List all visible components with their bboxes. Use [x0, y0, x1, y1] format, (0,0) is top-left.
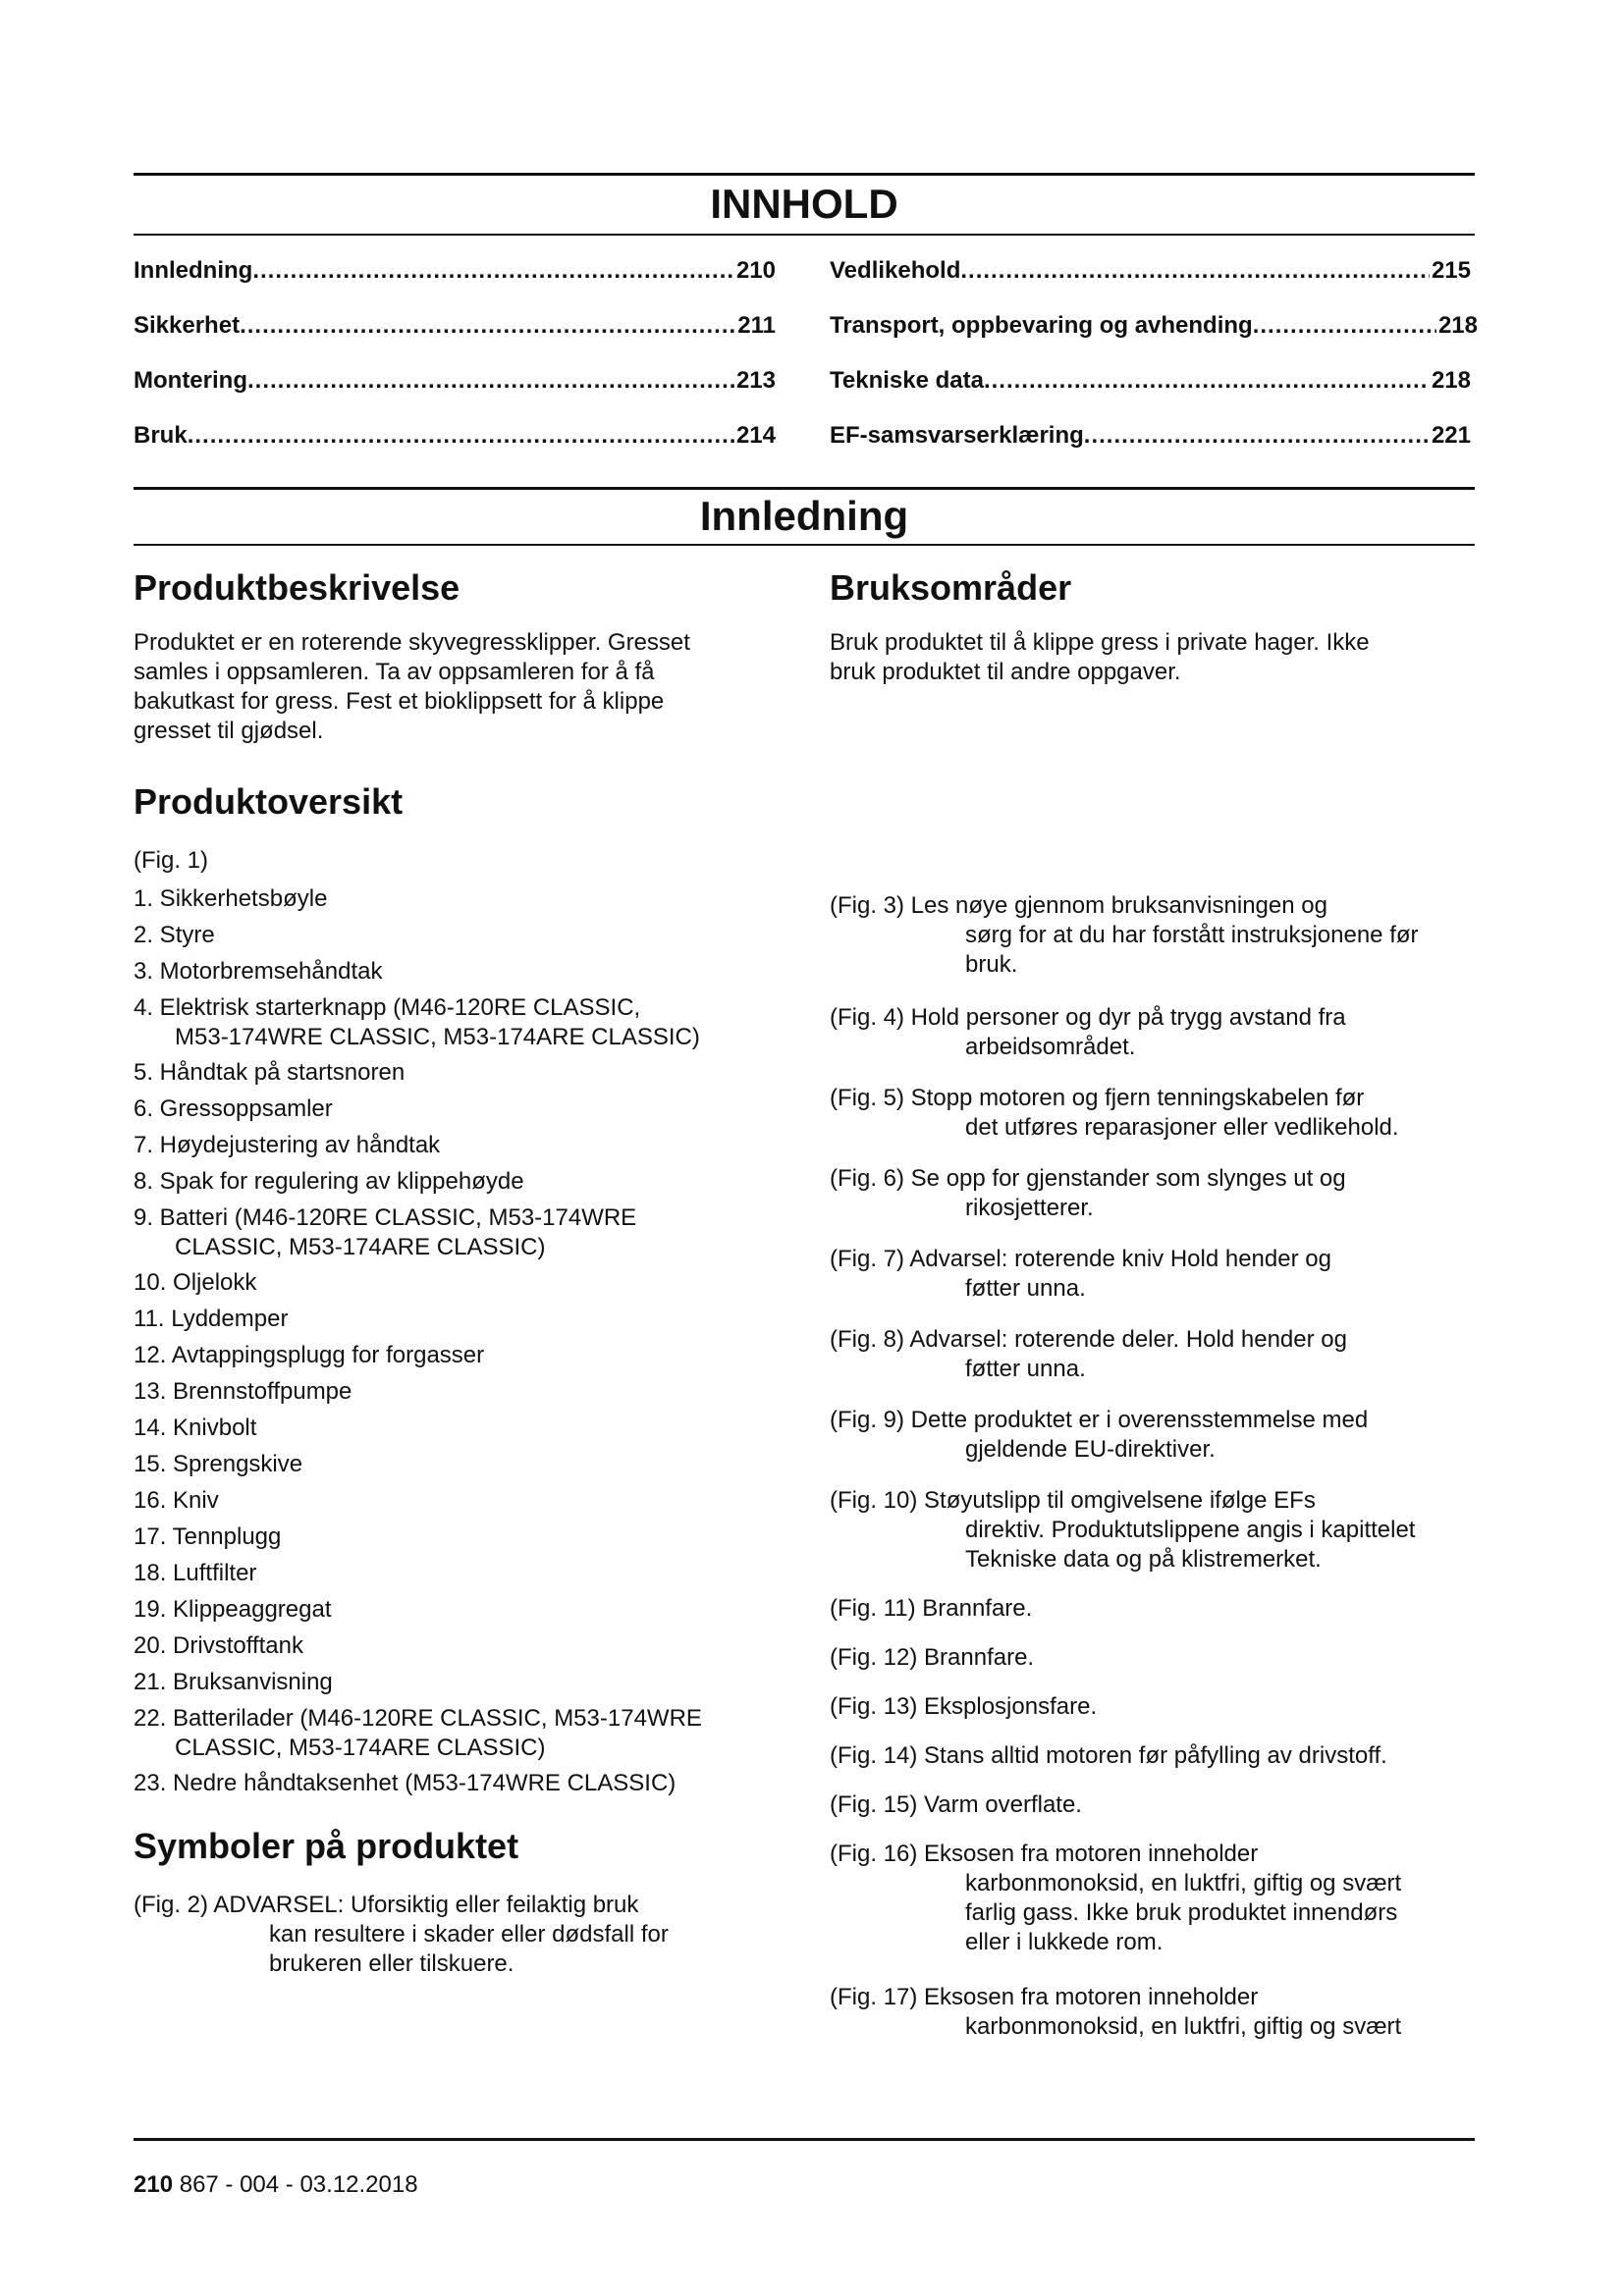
toc-entry-tekniske-data[interactable] [830, 367, 1471, 397]
fig-10-description: (Fig. 10) Støyutslipp til omgivelsene ifølge EFs direktiv. Produktutslippene angis i kapittelet Tekniske data og på klistremerket. [830, 1487, 1416, 1573]
list-item: 18. Luftfilter [134, 1560, 257, 1586]
toc-entry-label: EF-samsvarserklæring [830, 422, 1084, 449]
fig-13-description: (Fig. 13) Eksplosjonsfare. [830, 1693, 1098, 1720]
intro-title-rule [134, 544, 1475, 546]
toc-entry-page: 210 [735, 257, 776, 284]
toc-entry-page: 215 [1431, 257, 1471, 284]
list-item: 4. Elektrisk starterknapp (M46-120RE CLASSIC, M53-174WRE CLASSIC, M53-174ARE CLASSIC) [134, 994, 700, 1050]
toc-entry-label: Innledning [134, 257, 253, 284]
paragraph-produktbeskrivelse: Produktet er en roterende skyvegressklipper. Gresset samles i oppsamleren. Ta av oppsamleren for å få bakutkast for gress. Fest et bioklippsett for å klippe gresset til gjødsel. [134, 629, 690, 744]
toc-entry-label: Bruk [134, 422, 188, 449]
fig-11-description: (Fig. 11) Brannfare. [830, 1595, 1033, 1622]
fig-1-reference: (Fig. 1) [134, 847, 209, 874]
fig-5-description: (Fig. 5) Stopp motoren og fjern tenningskabelen før det utføres reparasjoner eller vedlikehold. [830, 1085, 1399, 1141]
fig-9-description: (Fig. 9) Dette produktet er i overensstemmelse med gjeldende EU-direktiver. [830, 1407, 1369, 1463]
heading-produktoversikt: Produktoversikt [134, 781, 404, 822]
toc-entry-label: Vedlikehold [830, 257, 961, 284]
toc-entry-sikkerhet[interactable] [134, 312, 776, 342]
fig-4-description: (Fig. 4) Hold personer og dyr på trygg avstand fra arbeidsområdet. [830, 1004, 1346, 1060]
fig-16-description: (Fig. 16) Eksosen fra motoren inneholder karbonmonoksid, en luktfri, giftig og svært farlig gass. Ikke bruk produktet innendørs eller i lukkede rom. [830, 1841, 1402, 1955]
fig-8-description: (Fig. 8) Advarsel: roterende deler. Hold hender og føtter unna. [830, 1326, 1347, 1382]
toc-entry-page: 218 [1431, 367, 1471, 394]
list-item: 7. Høydejustering av håndtak [134, 1132, 441, 1158]
page-number: 210 [134, 2171, 174, 2198]
list-item: 17. Tennplugg [134, 1523, 282, 1550]
toc-entry-transport[interactable] [830, 312, 1478, 342]
list-item: 21. Bruksanvisning [134, 1669, 333, 1695]
toc-title: INNHOLD [710, 181, 898, 227]
page-footer [134, 2171, 418, 2199]
toc-entry-montering[interactable] [134, 367, 776, 397]
list-item: 8. Spak for regulering av klippehøyde [134, 1168, 524, 1195]
list-item: 16. Kniv [134, 1487, 219, 1514]
list-item: 20. Drivstofftank [134, 1632, 303, 1659]
heading-produktbeskrivelse: Produktbeskrivelse [134, 567, 460, 608]
fig-3-description: (Fig. 3) Les nøye gjennom bruksanvisningen og sørg for at du har forstått instruksjonene før bruk. [830, 892, 1419, 978]
fig-17-description: (Fig. 17) Eksosen fra motoren inneholder karbonmonoksid, en luktfri, giftig og svært [830, 1984, 1402, 2040]
list-item: 9. Batteri (M46-120RE CLASSIC, M53-174WRE CLASSIC, M53-174ARE CLASSIC) [134, 1204, 637, 1260]
heading-bruksomrader: Bruksområder [830, 567, 1072, 608]
toc-entry-ef-samsvarserklaering[interactable] [830, 422, 1471, 452]
toc-entry-bruk[interactable] [134, 422, 776, 452]
list-item: 14. Knivbolt [134, 1415, 257, 1441]
toc-entry-page: 221 [1431, 422, 1471, 449]
fig-2-description: (Fig. 2) ADVARSEL: Uforsiktig eller feilaktig bruk kan resultere i skader eller dødsfall for brukeren eller tilskuere. [134, 1892, 669, 1977]
list-item: 2. Styre [134, 922, 215, 948]
toc-entry-label: Montering [134, 367, 247, 394]
toc-top-rule [134, 173, 1475, 176]
list-item: 3. Motorbremsehåndtak [134, 958, 383, 985]
list-item: 6. Gressoppsamler [134, 1095, 333, 1122]
document-code: 867 - 004 - 03.12.2018 [173, 2171, 418, 2198]
fig-12-description: (Fig. 12) Brannfare. [830, 1644, 1035, 1671]
toc-entry-vedlikehold[interactable] [830, 257, 1471, 287]
intro-top-rule [134, 487, 1475, 490]
toc-entry-page: 214 [735, 422, 776, 449]
toc-entry-label: Sikkerhet [134, 312, 241, 339]
heading-symboler: Symboler på produktet [134, 1826, 519, 1866]
fig-6-description: (Fig. 6) Se opp for gjenstander som slynges ut og rikosjetterer. [830, 1165, 1346, 1221]
list-item: 23. Nedre håndtaksenhet (M53-174WRE CLASSIC) [134, 1770, 677, 1796]
list-item: 5. Håndtak på startsnoren [134, 1059, 406, 1086]
list-item: 19. Klippeaggregat [134, 1596, 332, 1623]
paragraph-bruksomrader: Bruk produktet til å klippe gress i private hager. Ikke bruk produktet til andre oppgaver. [830, 629, 1370, 685]
list-item: 22. Batterilader (M46-120RE CLASSIC, M53-174WRE CLASSIC, M53-174ARE CLASSIC) [134, 1705, 702, 1761]
fig-14-description: (Fig. 14) Stans alltid motoren før påfylling av drivstoff. [830, 1742, 1387, 1769]
toc-entry-label: Transport, oppbevaring og avhending [830, 312, 1253, 339]
list-item: 12. Avtappingsplugg for forgasser [134, 1342, 485, 1368]
list-item: 13. Brennstoffpumpe [134, 1378, 352, 1405]
intro-title: Innledning [699, 493, 909, 539]
toc-entry-page: 211 [737, 312, 776, 339]
toc-entry-page: 213 [735, 367, 776, 394]
fig-7-description: (Fig. 7) Advarsel: roterende kniv Hold hender og føtter unna. [830, 1246, 1331, 1302]
toc-entry-innledning[interactable] [134, 257, 776, 287]
toc-entry-page: 218 [1437, 312, 1478, 339]
toc-title-rule [134, 234, 1475, 236]
toc-entry-label: Tekniske data [830, 367, 984, 394]
fig-15-description: (Fig. 15) Varm overflate. [830, 1791, 1082, 1818]
list-item: 10. Oljelokk [134, 1269, 257, 1296]
footer-rule [134, 2138, 1475, 2141]
list-item: 15. Sprengskive [134, 1451, 303, 1477]
list-item: 11. Lyddemper [134, 1306, 289, 1332]
list-item: 1. Sikkerhetsbøyle [134, 885, 328, 912]
